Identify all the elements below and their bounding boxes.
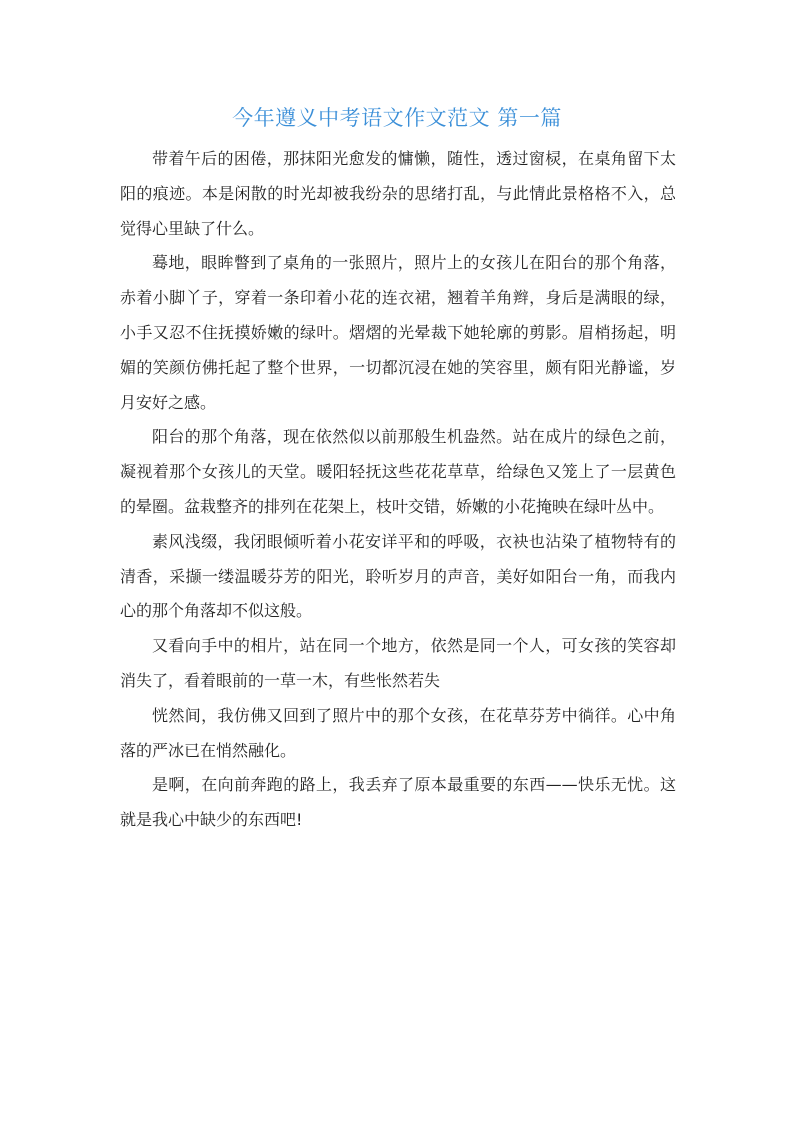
paragraph: 带着午后的困倦，那抹阳光愈发的慵懒，随性，透过窗棂，在桌角留下太阳的痕迹。本是闲散的时光却被我纷杂的思绪打乱，与此情此景格格不入，总觉得心里缺了什么。 [120, 149, 676, 238]
document-title: 今年遵义中考语文作文范文 第一篇 [232, 106, 562, 130]
paragraph: 是啊，在向前奔跑的路上，我丢弃了原本最重要的东西——快乐无忧。这就是我心中缺少的东西吧! [120, 775, 676, 830]
document-body [120, 142, 676, 838]
paragraph: 又看向手中的相片，站在同一个地方，依然是同一个人，可女孩的笑容却消失了，看着眼前的一草一木，有些怅然若失 [120, 636, 676, 690]
paragraph: 恍然间，我仿佛又回到了照片中的那个女孩，在花草芬芳中徜徉。心中角落的严冰已在悄然融化。 [120, 705, 676, 760]
paragraph: 素风浅缀，我闭眼倾听着小花安详平和的呼吸，衣袂也沾染了植物特有的清香，采撷一缕温暖芬芳的阳光，聆听岁月的声音，美好如阳台一角，而我内心的那个角落却不似这般。 [120, 531, 676, 621]
paragraph: 蓦地，眼眸瞥到了桌角的一张照片，照片上的女孩儿在阳台的那个角落，赤着小脚丫子，穿着一条印着小花的连衣裙，翘着羊角辫，身后是满眼的绿，小手又忍不住抚摸娇嫩的绿叶。熠熠的光晕裁下她轮廓的剪影。眉梢扬起，明媚的笑颜仿佛托起了整个世界，一切都沉浸在她的笑容里，颇有阳光静谧，岁月安好之感。 [120, 253, 676, 412]
paragraph: 阳台的那个角落，现在依然似以前那般生机盎然。站在成片的绿色之前，凝视着那个女孩儿的天堂。暖阳轻抚这些花花草草，给绿色又笼上了一层黄色的晕圈。盆栽整齐的排列在花架上，枝叶交错，娇嫩的小花掩映在绿叶丛中。 [120, 427, 676, 516]
